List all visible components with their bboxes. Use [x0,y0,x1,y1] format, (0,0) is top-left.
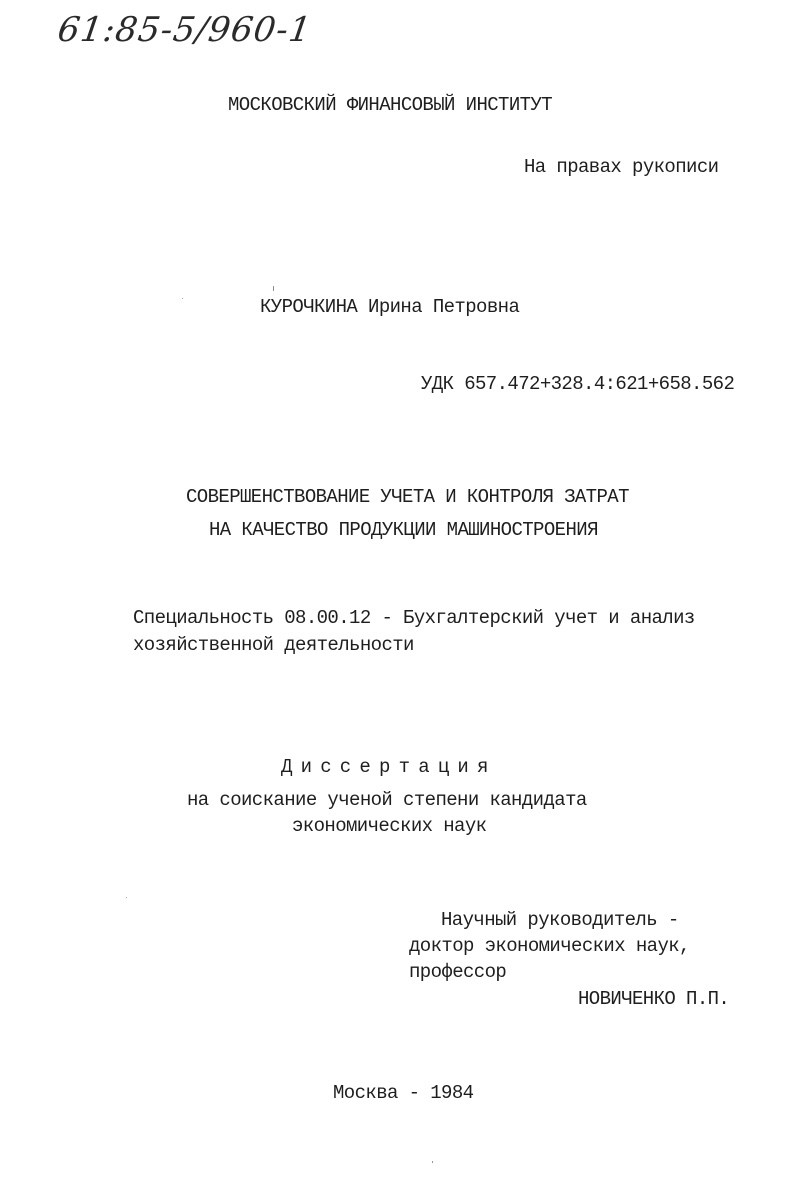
scan-speck [126,897,127,898]
scan-speck [182,298,183,299]
dissertation-heading: Диссертация [281,756,497,778]
institution-name: МОСКОВСКИЙ ФИНАНСОВЫЙ ИНСТИТУТ [228,94,553,116]
supervisor-degree: доктор экономических наук, [409,935,690,957]
author-name: КУРОЧКИНА Ирина Петровна [260,296,520,318]
title-line-2: НА КАЧЕСТВО ПРОДУКЦИИ МАШИНОСТРОЕНИЯ [209,519,598,541]
scan-speck [432,1161,433,1163]
title-line-1: СОВЕРШЕНСТВОВАНИЕ УЧЕТА И КОНТРОЛЯ ЗАТРАТ [186,486,629,508]
supervisor-title: профессор [409,961,507,983]
archive-mark-handwritten: 61:85-5/960-1 [55,10,315,50]
udc-code: УДК 657.472+328.4:621+658.562 [421,373,735,395]
supervisor-role: Научный руководитель - [441,909,679,931]
place-and-year: Москва - 1984 [333,1082,474,1104]
scan-speck [273,286,274,291]
specialty-line-2: хозяйственной деятельности [133,634,414,656]
specialty-line-1: Специальность 08.00.12 - Бухгалтерский учет и анализ [133,607,695,629]
supervisor-name: НОВИЧЕНКО П.П. [578,988,730,1010]
dissertation-line-2: экономических наук [292,815,487,837]
manuscript-rights-note: На правах рукописи [524,156,719,178]
dissertation-line-1: на соискание ученой степени кандидата [187,789,587,811]
